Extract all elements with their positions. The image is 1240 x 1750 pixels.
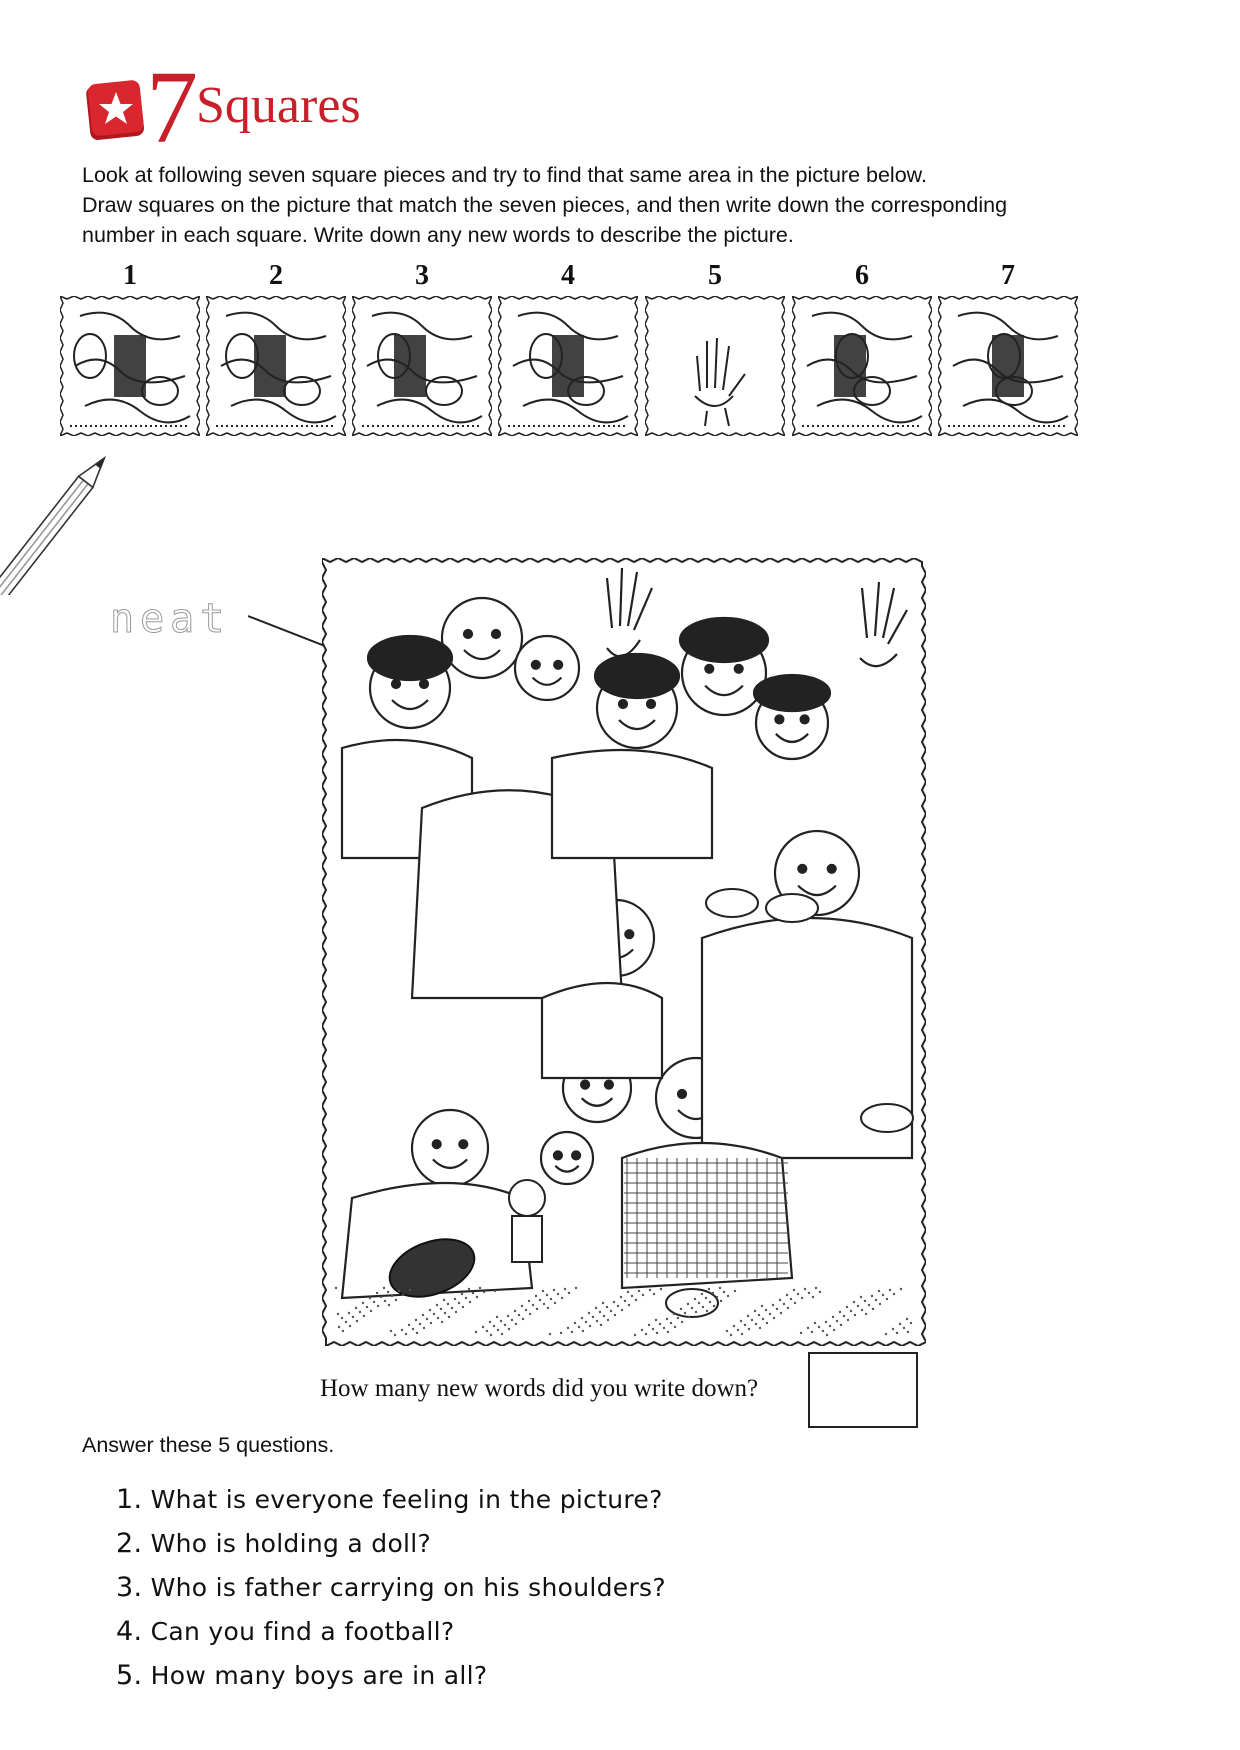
square-piece-4 — [498, 258, 638, 294]
piece-image — [352, 296, 492, 436]
question-text: How many boys are in all? — [150, 1661, 488, 1690]
square-piece-7 — [938, 258, 1078, 294]
square-piece-5 — [645, 258, 785, 294]
instruction-line: Look at following seven square pieces and try to find that same area in the picture below. — [82, 163, 927, 187]
piece-image — [792, 296, 932, 436]
star-badge-icon — [84, 78, 148, 142]
piece-number: 2 — [269, 260, 283, 291]
instructions — [82, 160, 1182, 250]
question-item — [116, 1566, 666, 1610]
pencil-icon — [0, 420, 130, 595]
square-piece-2 — [206, 258, 346, 294]
piece-number: 7 — [1001, 260, 1015, 291]
question-text: Can you find a football? — [150, 1617, 455, 1646]
question-number: 1. — [116, 1484, 143, 1515]
question-number: 4. — [116, 1616, 143, 1647]
questions-list — [116, 1478, 666, 1698]
piece-number: 4 — [561, 260, 575, 291]
piece-image — [938, 296, 1078, 436]
logo — [84, 50, 374, 165]
logo-word: Squares — [196, 77, 361, 134]
count-answer-box[interactable] — [808, 1352, 918, 1428]
instruction-line: number in each square. Write down any new words to describe the picture. — [82, 223, 794, 247]
question-item — [116, 1522, 666, 1566]
piece-image — [206, 296, 346, 436]
example-word: neat — [110, 596, 231, 642]
count-question: How many new words did you write down? — [320, 1375, 759, 1402]
question-text: Who is father carrying on his shoulders? — [150, 1573, 666, 1602]
family-illustration[interactable] — [322, 558, 926, 1346]
square-piece-1 — [60, 258, 200, 294]
question-item — [116, 1478, 666, 1522]
square-piece-3 — [352, 258, 492, 294]
piece-image — [498, 296, 638, 436]
piece-image — [645, 296, 785, 436]
logo-number: 7 — [146, 50, 198, 165]
question-item — [116, 1654, 666, 1698]
question-text: What is everyone feeling in the picture? — [150, 1485, 663, 1514]
piece-number: 6 — [855, 260, 869, 291]
piece-number: 3 — [415, 260, 429, 291]
question-number: 2. — [116, 1528, 143, 1559]
answer-heading: Answer these 5 questions. — [82, 1433, 335, 1457]
question-number: 5. — [116, 1660, 143, 1691]
instruction-line: Draw squares on the picture that match the seven pieces, and then write down the corresponding — [82, 193, 1008, 217]
piece-number: 5 — [708, 260, 722, 291]
piece-number: 1 — [123, 260, 137, 291]
question-text: Who is holding a doll? — [150, 1529, 432, 1558]
square-pieces-row — [60, 258, 1200, 442]
piece-image — [60, 296, 200, 436]
question-number: 3. — [116, 1572, 143, 1603]
square-piece-6 — [792, 258, 932, 294]
question-item — [116, 1610, 666, 1654]
